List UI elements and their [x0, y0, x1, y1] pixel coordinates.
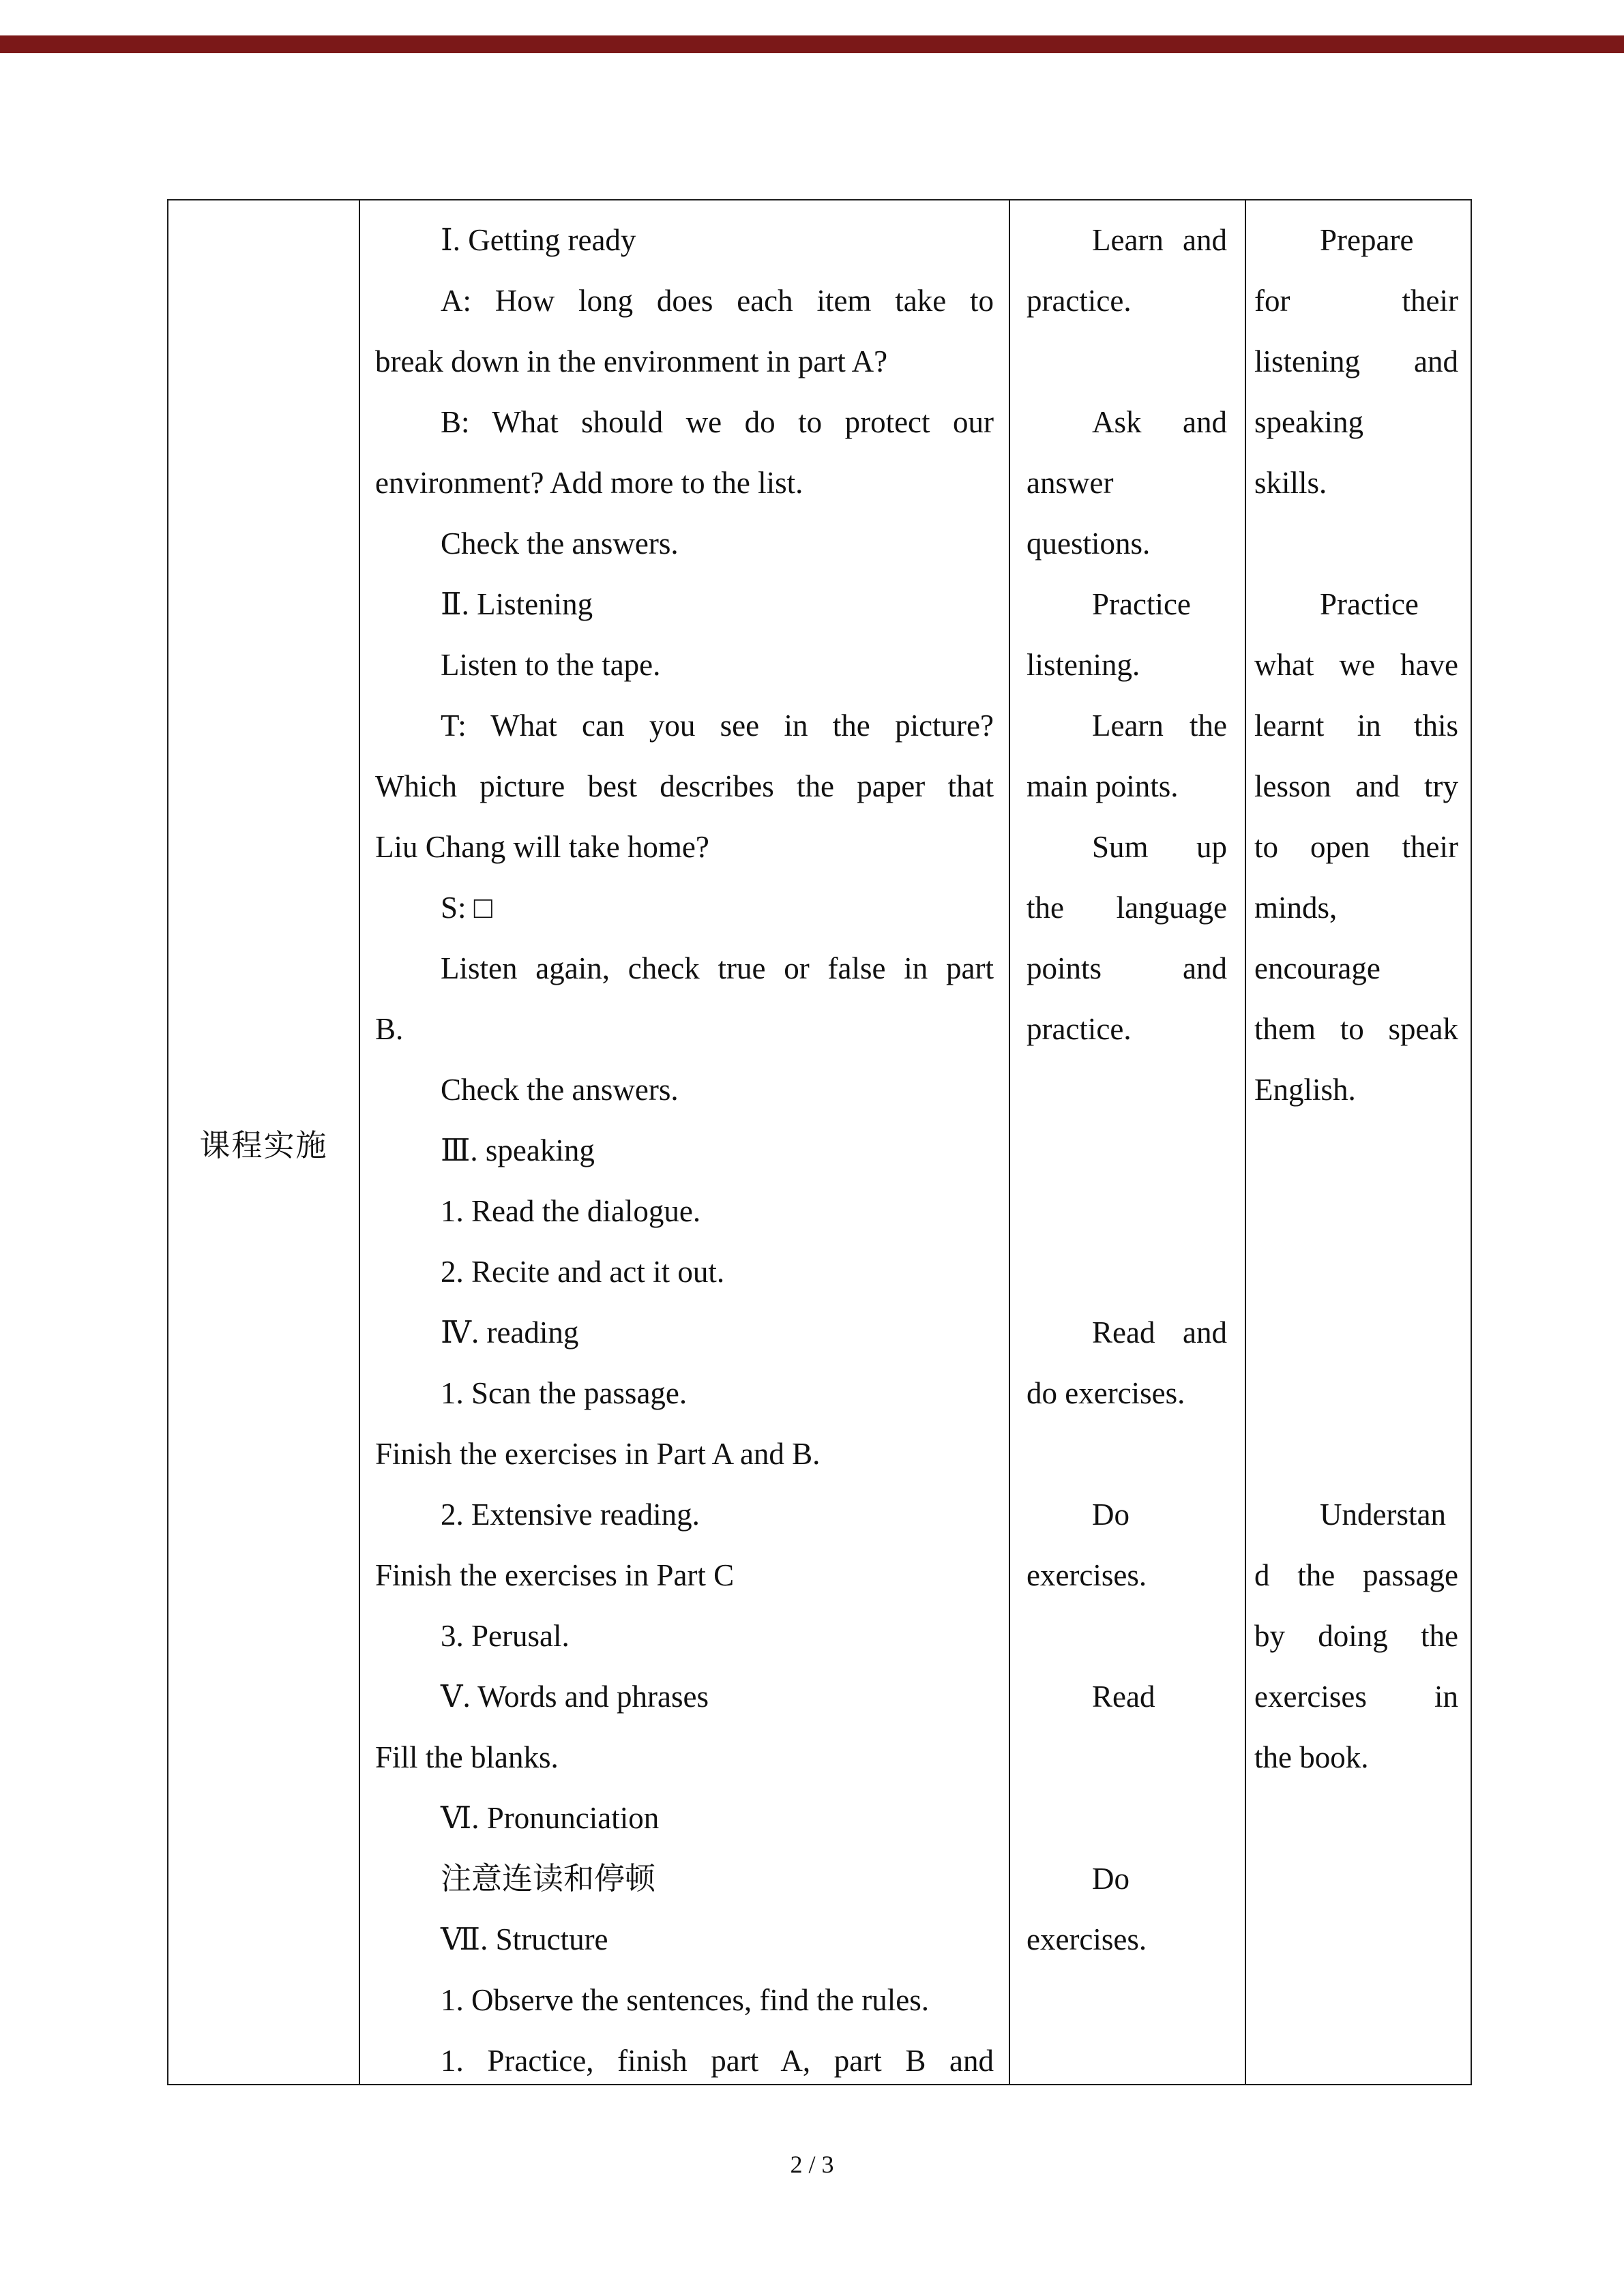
blank-line — [1254, 1302, 1458, 1363]
text-line: minds, — [1254, 891, 1338, 925]
blank-line — [1027, 1060, 1227, 1120]
text-line: Ⅶ. Structure — [441, 1922, 608, 1956]
text-line: Learn and — [1092, 223, 1227, 257]
blank-line — [1254, 1909, 1458, 1970]
blank-line — [1254, 513, 1458, 574]
text-line: B: What should we do to protect our — [441, 405, 994, 439]
text-line: Ⅲ. speaking — [441, 1133, 595, 1167]
text-line: exercises. — [1027, 1558, 1147, 1592]
row-label-cell — [168, 200, 360, 2084]
text-line: 1. Scan the passage. — [441, 1376, 688, 1410]
text-line: Ⅳ. reading — [441, 1315, 579, 1350]
text-line: skills. — [1254, 466, 1327, 500]
text-line: Do — [1092, 1862, 1130, 1896]
blank-line — [1254, 1242, 1458, 1302]
text-line: 1. Observe the sentences, find the rules. — [441, 1983, 930, 2017]
text-line: learnt in this — [1254, 709, 1458, 743]
text-line: environment? Add more to the list. — [375, 466, 803, 500]
text-line: Do — [1092, 1497, 1130, 1532]
top-accent-bar — [0, 35, 1624, 53]
text-line: by doing the — [1254, 1619, 1458, 1653]
text-line: T: What can you see in the picture? — [441, 709, 994, 743]
text-line: Practice — [1092, 587, 1191, 621]
text-line: practice. — [1027, 1012, 1132, 1046]
blank-line — [1027, 1181, 1227, 1242]
text-line: Liu Chang will take home? — [375, 830, 709, 864]
blank-line — [1254, 1120, 1458, 1181]
text-line: Ⅴ. Words and phrases — [441, 1680, 709, 1714]
blank-line — [1027, 1970, 1227, 2031]
blank-line — [1254, 1424, 1458, 1485]
text-line: Ⅵ. Pronunciation — [441, 1801, 660, 1835]
text-line: Finish the exercises in Part C — [375, 1558, 735, 1592]
text-line: the language — [1027, 891, 1227, 925]
text-line: 注意连读和停顿 — [441, 1862, 656, 1896]
text-line: Read — [1092, 1680, 1155, 1714]
text-line: B. — [375, 1012, 404, 1046]
blank-line — [1027, 1606, 1227, 1667]
text-line: lesson and try — [1254, 769, 1458, 803]
text-line: what we have — [1254, 648, 1458, 682]
text-line: do exercises. — [1027, 1376, 1185, 1410]
text-line: Listen to the tape. — [441, 648, 661, 682]
text-line: listening. — [1027, 648, 1140, 682]
blank-line — [1027, 331, 1227, 392]
teaching-procedure-cell — [360, 200, 1010, 2084]
text-line: practice. — [1027, 284, 1132, 318]
text-line: exercises in — [1254, 1680, 1458, 1714]
blank-line — [1027, 2031, 1227, 2084]
text-line: Ⅱ. Listening — [441, 587, 593, 621]
lesson-plan-table — [167, 199, 1472, 2085]
text-line: S: □ — [441, 891, 492, 925]
text-line: d the passage — [1254, 1558, 1458, 1592]
text-line: 2. Recite and act it out. — [441, 1255, 725, 1289]
text-line: for their — [1254, 284, 1458, 318]
blank-line — [1254, 1970, 1458, 2031]
text-line: Read and — [1092, 1315, 1227, 1350]
blank-line — [1254, 1788, 1458, 1849]
text-line: 1. Read the dialogue. — [441, 1194, 701, 1228]
text-line: Practice — [1320, 587, 1419, 621]
blank-line — [1254, 1363, 1458, 1424]
blank-line — [1027, 1120, 1227, 1181]
text-line: Which picture best describes the paper that — [375, 769, 994, 803]
text-line: them to speak — [1254, 1012, 1458, 1046]
page-number: 2 / 3 — [790, 2151, 834, 2178]
blank-line — [1027, 1424, 1227, 1485]
text-line: Ⅰ. Getting ready — [441, 223, 636, 257]
blank-line — [1254, 1849, 1458, 1909]
blank-line — [1027, 1242, 1227, 1302]
text-line: Learn the — [1092, 709, 1227, 743]
text-line: Understan — [1320, 1497, 1446, 1532]
text-line: Ask and — [1092, 405, 1227, 439]
text-line: answer — [1027, 466, 1114, 500]
text-line: 1. Practice, finish part A, part B and — [441, 2044, 994, 2078]
text-line: Sum up — [1092, 830, 1227, 864]
text-line: Fill the blanks. — [375, 1740, 559, 1774]
text-line: 3. Perusal. — [441, 1619, 570, 1653]
text-line: to open their — [1254, 830, 1458, 864]
text-line: exercises. — [1027, 1922, 1147, 1956]
text-line: A: How long does each item take to — [441, 284, 994, 318]
text-line: listening and — [1254, 344, 1458, 378]
text-line: English. — [1254, 1073, 1356, 1107]
text-line: Check the answers. — [441, 1073, 679, 1107]
text-line: main points. — [1027, 769, 1179, 803]
blank-line — [1027, 1788, 1227, 1849]
text-line: Check the answers. — [441, 526, 679, 561]
text-line: points and — [1027, 951, 1227, 985]
text-line: Prepare — [1320, 223, 1414, 257]
blank-line — [1254, 2031, 1458, 2084]
text-line: 2. Extensive reading. — [441, 1497, 700, 1532]
purpose-cell — [1246, 200, 1471, 2084]
text-line: Finish the exercises in Part A and B. — [375, 1437, 821, 1471]
text-line: encourage — [1254, 951, 1381, 985]
row-label: 课程实施 — [199, 1128, 328, 1163]
text-line: Listen again, check true or false in part — [441, 951, 994, 985]
blank-line — [1027, 1727, 1227, 1788]
text-line: speaking — [1254, 405, 1363, 439]
student-activity-cell — [1010, 200, 1246, 2084]
blank-line — [1254, 1181, 1458, 1242]
text-line: questions. — [1027, 526, 1151, 561]
text-line: the book. — [1254, 1740, 1369, 1774]
text-line: break down in the environment in part A? — [375, 344, 888, 378]
